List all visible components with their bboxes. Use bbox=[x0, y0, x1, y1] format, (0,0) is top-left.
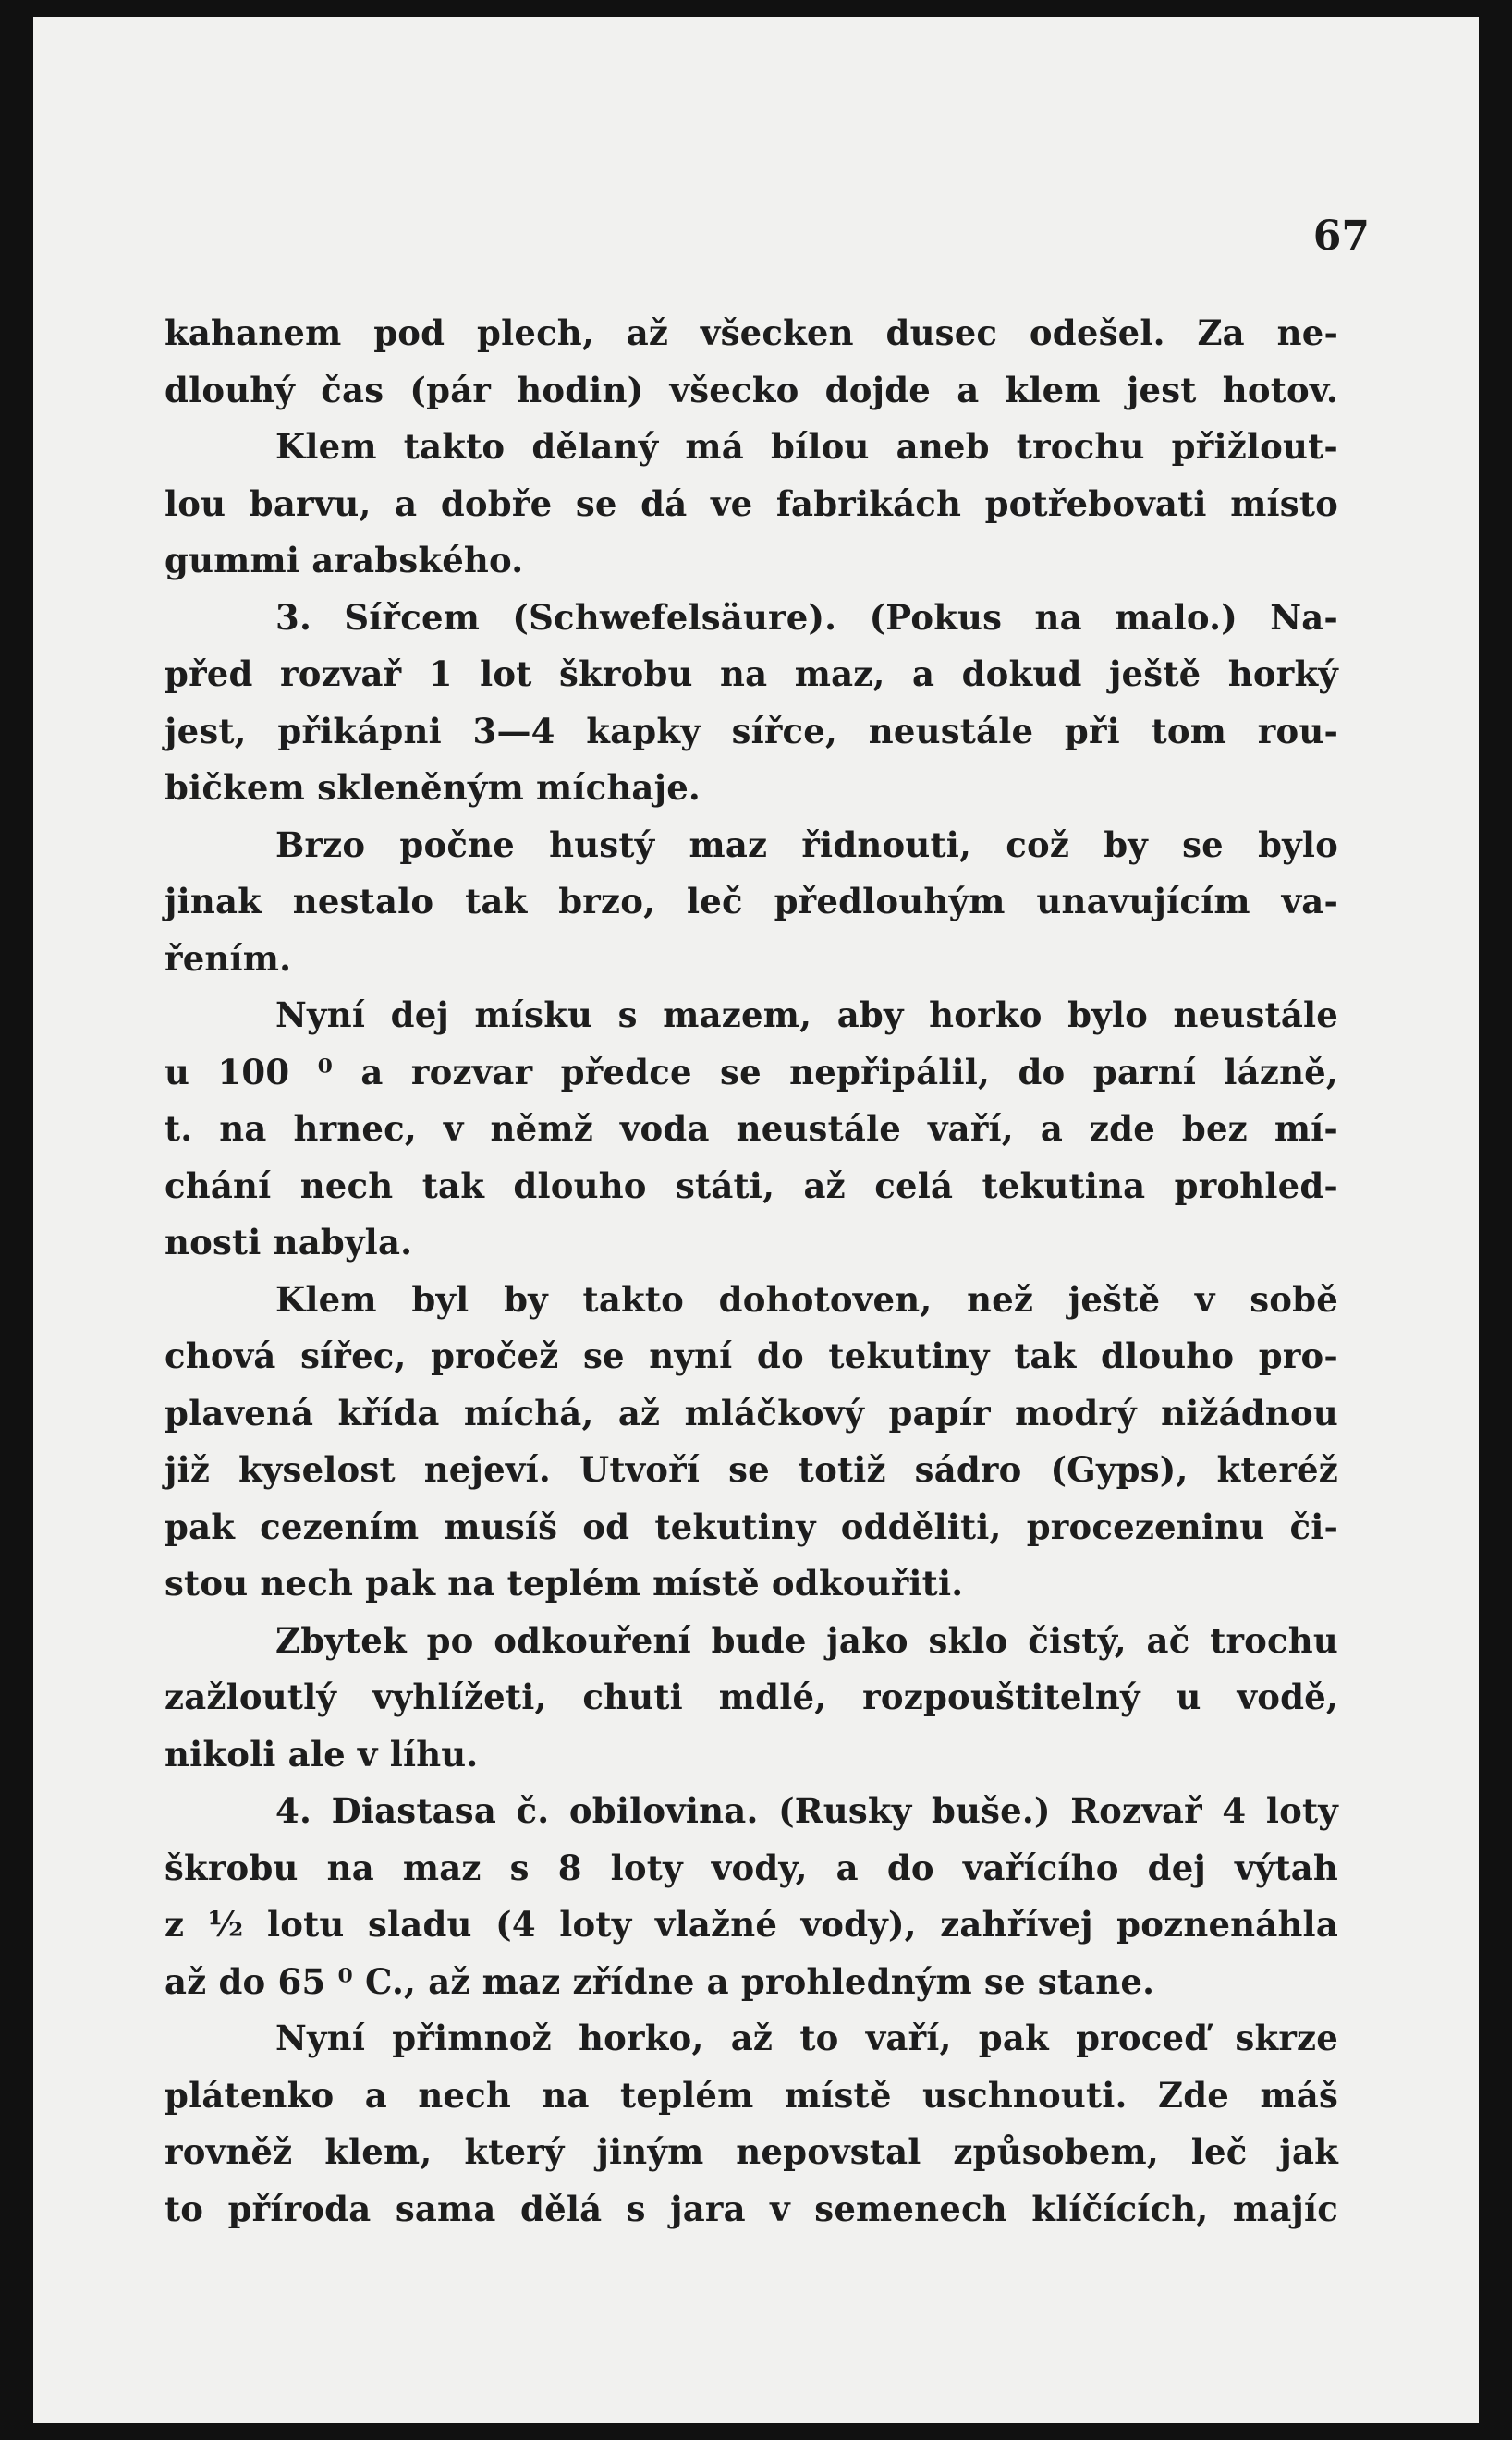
text-line: před rozvař 1 lot škrobu na maz, a dokud ještě horký bbox=[165, 653, 1338, 694]
text-line: až do 65 ⁰ C., až maz zřídne a prohledným se stane. bbox=[165, 1960, 1155, 2002]
text-line: dlouhý čas (pár hodin) všecko dojde a klem jest hotov. bbox=[165, 369, 1338, 410]
text-line: lou barvu, a dobře se dá ve fabrikách potřebovati místo bbox=[165, 482, 1338, 524]
text-line: škrobu na maz s 8 loty vody, a do vařícího dej výtah bbox=[165, 1847, 1338, 1888]
text-line: stou nech pak na teplém místě odkouřiti. bbox=[165, 1563, 964, 1604]
page-text bbox=[165, 305, 1338, 2238]
text-line: gummi arabského. bbox=[165, 540, 524, 580]
text-line: t. na hrnec, v němž voda neustále vaří, a zde bez mí- bbox=[165, 1108, 1338, 1149]
text-line: rovněž klem, který jiným nepovstal způsobem, leč jak bbox=[165, 2131, 1338, 2172]
text-line: Zbytek po odkouření bude jako sklo čistý, ač trochu bbox=[275, 1619, 1338, 1661]
text-line: z ½ lotu sladu (4 loty vlažné vody), zahřívej poznenáhla bbox=[165, 1904, 1338, 1945]
text-line: chání nech tak dlouho státi, až celá tekutina prohled- bbox=[165, 1165, 1338, 1206]
text-line: chová sířec, pročež se nyní do tekutiny tak dlouho pro- bbox=[165, 1336, 1338, 1376]
page-number: 67 bbox=[1312, 213, 1370, 260]
text-line: to příroda sama dělá s jara v semenech klíčících, majíc bbox=[165, 2188, 1338, 2229]
text-line: 3. Sířcem (Schwefelsäure). (Pokus na malo.) Na- bbox=[275, 596, 1338, 638]
text-line: jinak nestalo tak brzo, leč předlouhým unavujícím va- bbox=[165, 881, 1338, 921]
book-page bbox=[33, 17, 1479, 2423]
text-line: Klem takto dělaný má bílou aneb trochu přižlout- bbox=[275, 426, 1338, 467]
text-line: kahanem pod plech, až všecken dusec odešel. Za ne- bbox=[165, 312, 1338, 353]
text-line: u 100 ⁰ a rozvar předce se nepřipálil, do parní lázně, bbox=[165, 1051, 1338, 1092]
text-line: plátenko a nech na teplém místě uschnouti. Zde máš bbox=[165, 2074, 1338, 2116]
text-line: již kyselost nejeví. Utvoří se totiž sádro (Gyps), kteréž bbox=[165, 1449, 1338, 1490]
text-line: plavená křída míchá, až mláčkový papír modrý nižádnou bbox=[165, 1392, 1338, 1434]
text-line: 4. Diastasa č. obilovina. (Rusky buše.) Rozvař 4 loty bbox=[275, 1790, 1338, 1831]
text-line: Brzo počne hustý maz řidnouti, což by se bylo bbox=[275, 824, 1338, 865]
text-line: nikoli ale v líhu. bbox=[165, 1733, 479, 1775]
text-line: jest, přikápni 3—4 kapky sířce, neustále při tom rou- bbox=[165, 710, 1338, 751]
text-line: bičkem skleněným míchaje. bbox=[165, 767, 701, 808]
text-line: řením. bbox=[165, 937, 292, 979]
text-line: zažloutlý vyhlížeti, chuti mdlé, rozpouštitelný u vodě, bbox=[165, 1677, 1338, 1717]
text-line: pak cezením musíš od tekutiny odděliti, procezeninu či- bbox=[165, 1506, 1338, 1547]
text-line: Nyní dej mísku s mazem, aby horko bylo neustále bbox=[275, 994, 1338, 1035]
text-line: nosti nabyla. bbox=[165, 1222, 413, 1263]
text-line: Klem byl by takto dohotoven, než ještě v sobě bbox=[275, 1278, 1338, 1320]
text-line: Nyní přimnož horko, až to vaří, pak proceď skrze bbox=[275, 2018, 1338, 2058]
